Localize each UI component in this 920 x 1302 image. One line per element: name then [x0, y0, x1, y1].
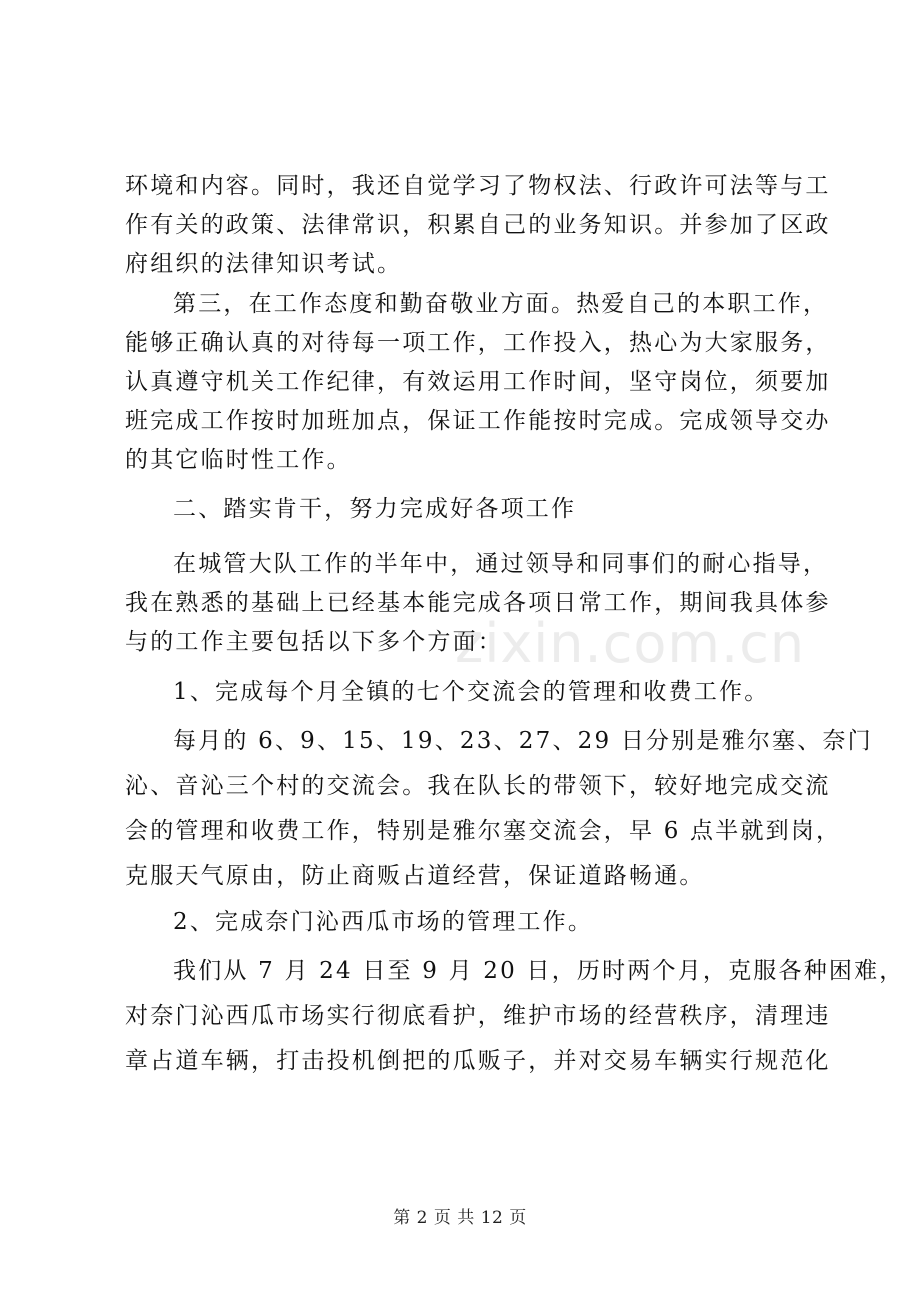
text-line-3: 府组织的法律知识考试。: [125, 251, 403, 277]
item-2-heading: 2、完成奈门沁西瓜市场的管理工作。: [173, 909, 594, 935]
page-footer: 第 2 页 共 12 页: [393, 1208, 527, 1228]
item-1-heading: 1、完成每个月全镇的七个交流会的管理和收费工作。: [173, 679, 770, 705]
text-line-17: 克服天气原由，防止商贩占道经营，保证道路畅通。: [125, 863, 705, 889]
section-heading: 二、踏实肯干，努力完成好各项工作: [173, 496, 577, 522]
text-line-8: 的其它临时性工作。: [125, 447, 352, 473]
text-line-11: 我在熟悉的基础上已经基本能完成各项日常工作，期间我具体参: [125, 590, 831, 616]
text-line-5: 能够正确认真的对待每一项工作，工作投入，热心为大家服务，: [125, 330, 831, 356]
paragraph-item-1-line-1: 每月的 6、9、15、19、23、27、29 日分别是雅尔塞、奈门: [173, 728, 873, 754]
paragraph-intro-line-1: 在城管大队工作的半年中，通过领导和同事们的耐心指导，: [173, 551, 829, 577]
paragraph-item-2-line-1: 我们从 7 月 24 日至 9 月 20 日，历时两个月，克服各种困难，: [173, 958, 905, 984]
text-line-16: 会的管理和收费工作，特别是雅尔塞交流会，早 6 点半就到岗，: [125, 818, 842, 844]
text-line-2: 作有关的政策、法律常识，积累自己的业务知识。并参加了区政: [125, 212, 831, 238]
text-line-21: 章占道车辆，打击投机倒把的瓜贩子，并对交易车辆实行规范化: [125, 1048, 831, 1074]
text-line-7: 班完成工作按时加班加点，保证工作能按时完成。完成领导交办: [125, 408, 831, 434]
text-line-6: 认真遵守机关工作纪律，有效运用工作时间，坚守岗位，须要加: [125, 369, 831, 395]
watermark: zixin.com.cn: [455, 612, 806, 675]
paragraph-third-line-1: 第三，在工作态度和勤奋敬业方面。热爱自己的本职工作，: [173, 291, 829, 317]
text-line-20: 对奈门沁西瓜市场实行彻底看护，维护市场的经营秩序，清理违: [125, 1003, 831, 1029]
text-line-15: 沁、音沁三个村的交流会。我在队长的带领下，较好地完成交流: [125, 773, 831, 799]
text-line-1: 环境和内容。同时，我还自觉学习了物权法、行政许可法等与工: [125, 173, 831, 199]
text-line-12: 与的工作主要包括以下多个方面：: [125, 629, 503, 655]
